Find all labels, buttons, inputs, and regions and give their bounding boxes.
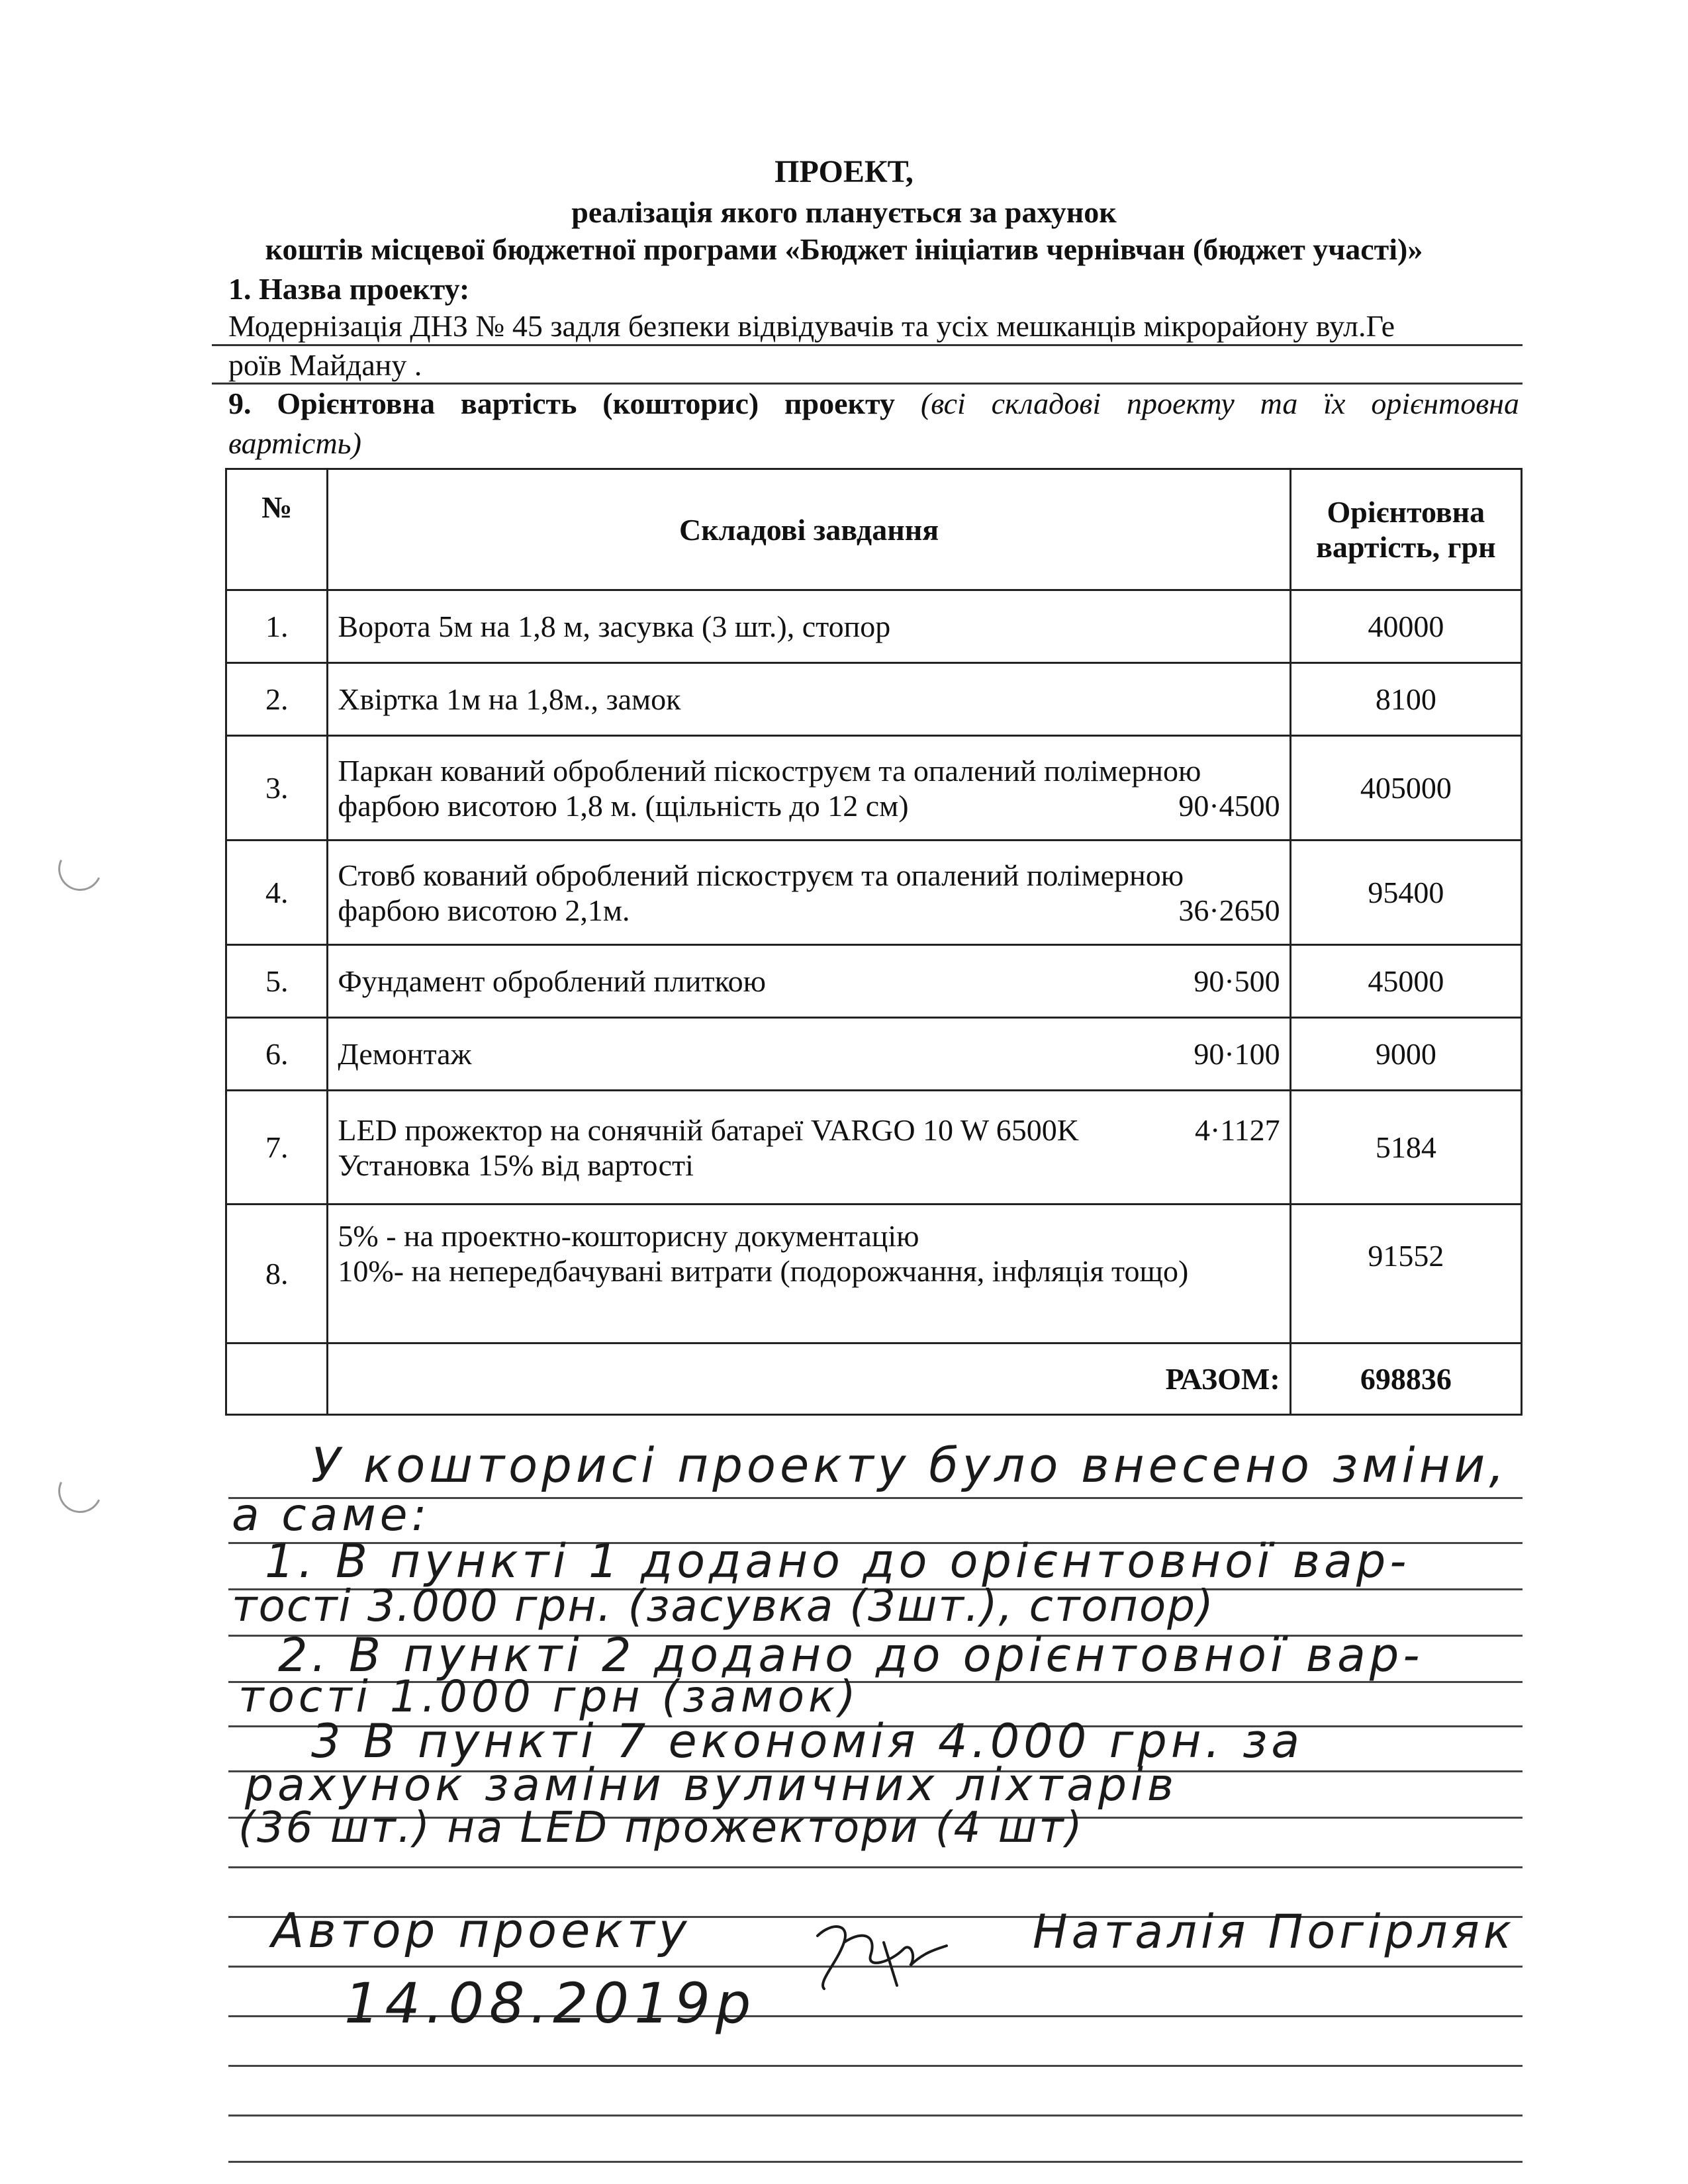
handwritten-line: тості 1.000 грн (замок)	[238, 1671, 860, 1722]
section9-heading-cont: вартість)	[228, 426, 361, 460]
header-task: Складові завдання	[328, 469, 1290, 590]
document-title: ПРОЕКТ,	[774, 154, 914, 189]
handwritten-line: а саме:	[232, 1489, 431, 1541]
row-task-text: фарбою висотою 1,8 м. (щільність до 12 см)	[338, 788, 909, 823]
handwritten-line: 3 В пункті 7 економія 4.000 грн. за	[311, 1714, 1304, 1768]
table-total-row	[226, 1343, 1522, 1415]
row-cost: 45000	[1290, 945, 1521, 1018]
row-task-text: 10%- на непередбачувані витрати (подорожчання, інфляція тощо)	[338, 1254, 1189, 1288]
row-cost: 9000	[1290, 1018, 1521, 1091]
total-value: 698836	[1290, 1343, 1521, 1415]
row-task-text: LED прожектор на сонячній батареї VARGO 10 W 6500K	[338, 1113, 1080, 1147]
row-num: 5.	[226, 945, 328, 1018]
row-num: 1.	[226, 590, 328, 663]
table-header-row	[226, 469, 1522, 590]
project-name-line1: Модернізація ДНЗ № 45 задля безпеки відвідувачів та усіх мешканців мікрорайону вул.Ге	[228, 309, 1395, 343]
header-cost-line2: вартість, грн	[1316, 530, 1496, 564]
author-label: Автор проекту	[271, 1903, 691, 1958]
section9-heading-bold: 9. Орієнтовна вартість (кошторис) проекту	[228, 387, 896, 420]
underline	[212, 383, 1523, 385]
row-task	[328, 1018, 1290, 1091]
row-task-text: Установка 15% від вартості	[338, 1148, 694, 1182]
date: 14.08.2019р	[344, 1971, 757, 2036]
row-task	[328, 945, 1290, 1018]
row-task	[328, 1205, 1290, 1343]
handwritten-line: У кошторисі проекту було внесено зміни,	[311, 1437, 1509, 1493]
ruled-line	[228, 2115, 1523, 2116]
row-num: 7.	[226, 1091, 328, 1205]
table-row	[226, 945, 1522, 1018]
row-num: 4.	[226, 841, 328, 945]
row-calc: 90·4500	[1178, 788, 1280, 823]
row-num: 8.	[226, 1205, 328, 1343]
row-task	[328, 1091, 1290, 1205]
total-empty	[226, 1343, 328, 1415]
row-cost: 8100	[1290, 663, 1521, 736]
handwritten-line: 1. В пункті 1 додано до орієнтовної вар-	[265, 1534, 1411, 1588]
row-cost: 40000	[1290, 590, 1521, 663]
handwritten-line: рахунок заміни вуличних ліхтарів	[245, 1759, 1178, 1811]
row-num: 2.	[226, 663, 328, 736]
ruled-line	[228, 2065, 1523, 2067]
header-num: №	[226, 469, 328, 590]
section1-heading: 1. Назва проекту:	[228, 272, 470, 306]
row-num: 6.	[226, 1018, 328, 1091]
table-row	[226, 1091, 1522, 1205]
row-cost: 91552	[1290, 1205, 1521, 1343]
row-calc: 90·500	[1194, 964, 1280, 998]
header-cost-line1: Орієнтовна	[1327, 495, 1485, 529]
row-task	[328, 736, 1290, 841]
table-row	[226, 1018, 1522, 1091]
row-cost: 95400	[1290, 841, 1521, 945]
row-calc: 36·2650	[1178, 893, 1280, 927]
table-row	[226, 663, 1522, 736]
underline	[212, 344, 1523, 346]
total-label: РАЗОМ:	[328, 1343, 1290, 1415]
handwritten-line: 2. В пункті 2 додано до орієнтовної вар-	[278, 1628, 1424, 1682]
handwritten-line: тості 3.000 грн. (засувка (3шт.), стопор)	[232, 1580, 1215, 1631]
table-row	[226, 841, 1522, 945]
document-subtitle-line1: реалізація якого планується за рахунок	[571, 195, 1117, 229]
author-name: Наталія Погірляк	[1033, 1905, 1516, 1959]
row-task	[328, 590, 1290, 663]
document-subtitle-line2: коштів місцевої бюджетної програми «Бюджет ініціатив чернівчан (бюджет участі)»	[265, 232, 1423, 266]
table-row	[226, 1205, 1522, 1343]
row-cost: 405000	[1290, 736, 1521, 841]
punch-hole-mark	[52, 841, 109, 897]
row-task-text: фарбою висотою 2,1м.	[338, 893, 630, 927]
row-cost: 5184	[1290, 1091, 1521, 1205]
row-calc: 90·100	[1194, 1037, 1280, 1071]
ruled-line	[228, 2161, 1523, 2163]
ruled-line	[228, 1866, 1523, 1868]
table-row	[226, 736, 1522, 841]
row-task-text: Паркан кований оброблений піскоструєм та опалений полімерною	[338, 753, 1201, 788]
row-num: 3.	[226, 736, 328, 841]
project-name-line2: роїв Майдану .	[228, 348, 422, 382]
row-calc: 4·1127	[1195, 1113, 1280, 1147]
punch-hole-mark	[52, 1463, 109, 1520]
section9-heading-italic: (всі складові проекту та їх орієнтовна	[920, 387, 1519, 420]
row-task-text: Ворота 5м на 1,8 м, засувка (3 шт.), стопор	[338, 610, 891, 643]
row-task-text: Фундамент оброблений плиткою	[338, 964, 766, 998]
row-task	[328, 841, 1290, 945]
estimate-table	[225, 468, 1523, 1416]
row-task-text: 5% - на проектно-кошторисну документацію	[338, 1219, 919, 1253]
section9-heading	[228, 386, 1519, 421]
row-task	[328, 663, 1290, 736]
row-task-text: Демонтаж	[338, 1037, 472, 1071]
header-cost	[1290, 469, 1521, 590]
handwritten-line: (36 шт.) на LED прожектори (4 шт)	[238, 1803, 1084, 1852]
row-task-text: Хвіртка 1м на 1,8м., замок	[338, 682, 681, 716]
row-task-text: Стовб кований оброблений піскоструєм та опалений полімерною	[338, 858, 1184, 892]
signature	[804, 1916, 957, 1995]
table-row	[226, 590, 1522, 663]
